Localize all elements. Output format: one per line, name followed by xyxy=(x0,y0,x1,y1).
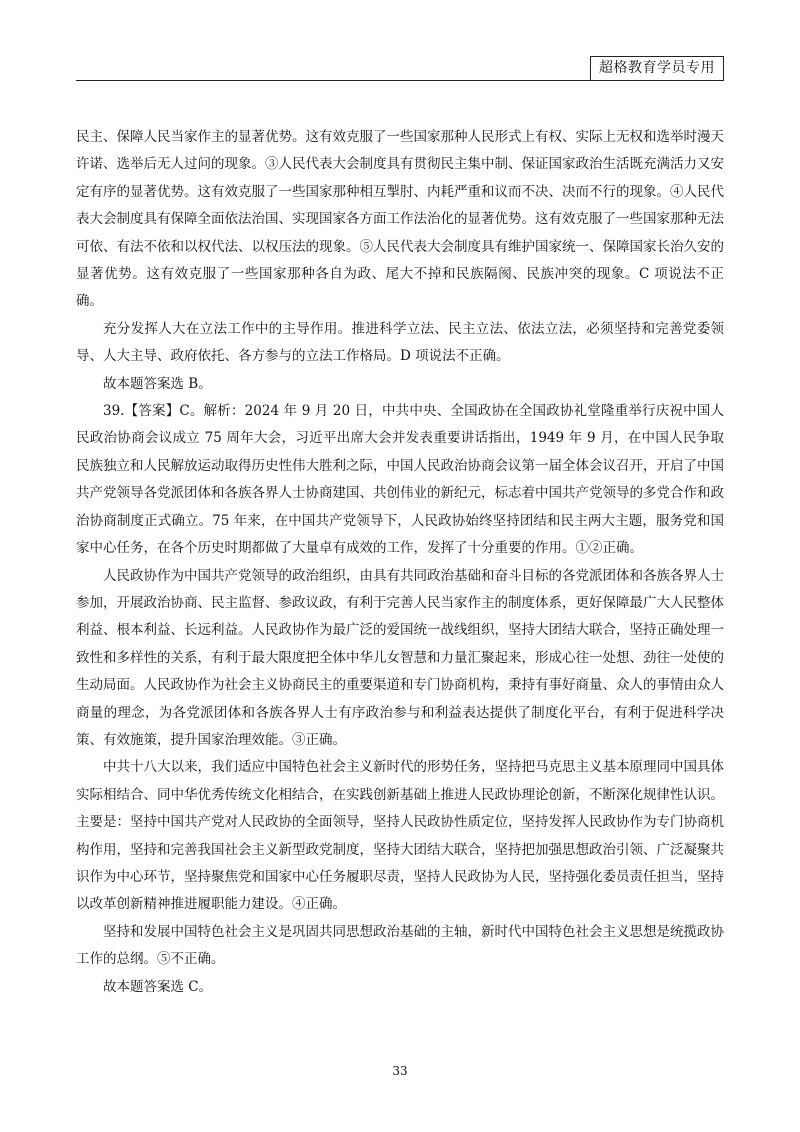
header-rule xyxy=(76,80,724,81)
paragraph-cppcc-organization: 人民政协作为中国共产党领导的政治组织，由具有共同政治基础和奋斗目标的各党派团体和各族各界人士参加，开展政治协商、民主监督、参政议政，有利于完善人民当家作主的制度体系，更好保障最广大人民整体利益、根本利益、长远利益。人民政协作为最广泛的爱国统一战线组织，坚持大团结大联合，坚持正确处理一致性和多样性的关系，有利于最大限度把全体中华儿女智慧和力量汇聚起来，形成心往一处想、劲往一处使的生动局面。人民政协作为社会主义协商民主的重要渠道和专门协商机构，秉持有事好商量、众人的事情由众人商量的理念，为各党派团体和各族各界人士有序政治参与和利益表达提供了制度化平台，有利于促进科学决策、有效施策，提升国家治理效能。③正确。 xyxy=(76,567,724,748)
paragraph-item-5: 坚持和发展中国特色社会主义是巩固共同思想政治基础的主轴，新时代中国特色社会主义思想是统揽政协工作的总纲。⑤不正确。 xyxy=(76,923,724,968)
paragraph-eighteenth-congress: 中共十八大以来，我们适应中国特色社会主义新时代的形势任务，坚持把马克思主义基本原理同中国具体实际相结合、同中华优秀传统文化相结合，在实践创新基础上推进人民政协理论创新，不断深化规律性认识。主要是：坚持中国共产党对人民政协的全面领导，坚持人民政协性质定位，坚持发挥人民政协作为专门协商机构作用，坚持和完善我国社会主义新型政党制度，坚持大团结大联合，坚持把加强思想政治引领、广泛凝聚共识作为中心环节，坚持聚焦党和国家中心任务履职尽责，坚持人民政协为人民，坚持强化委员责任担当，坚持以改革创新精神推进履职能力建设。④正确。 xyxy=(76,759,724,913)
page-number: 33 xyxy=(392,1064,408,1078)
answer-line-38: 故本题答案选 B。 xyxy=(103,375,212,392)
question-39-analysis: 39.【答案】C。解析：2024 年 9 月 20 日，中共中央、全国政协在全国政协礼堂隆重举行庆祝中国人民政治协商会议成立 75 周年大会，习近平出席大会并发表重要讲话指出，1949 年 9 月，在中国人民争取民族独立和人民解放运动取得历史性伟大胜利之际，中国人民政治协商会议第一届全体会议召开，开启了中国共产党领导各党派团体和各族各界人士协商建国、共创伟业的新纪元，标志着中国共产党领导的多党合作和政治协商制度正式确立。75 年来，在中国共产党领导下，人民政协始终坚持团结和民主两大主题，服务党和国家中心任务，在各个历史时期都做了大量卓有成效的工作，发挥了十分重要的作用。①②正确。 xyxy=(76,403,724,557)
header-tag: 超格教育学员专用 xyxy=(590,56,724,81)
document-body xyxy=(76,124,724,1001)
paragraph-continuation: 民主、保障人民当家作主的显著优势。这有效克服了一些国家那种人民形式上有权、实际上无权和选举时漫天许诺、选举后无人过问的现象。③人民代表大会制度具有贯彻民主集中制、保证国家政治生活既充满活力又安定有序的显著优势。这有效克服了一些国家那种相互掣肘、内耗严重和议而不决、决而不行的现象。④人民代表大会制度具有保障全面依法治国、实现国家各方面工作法治化的显著优势。这有效克服了一些国家那种无法可依、有法不依和以权代法、以权压法的现象。⑤人民代表大会制度具有维护国家统一、保障国家长治久安的显著优势。这有效克服了一些国家那种各自为政、尾大不掉和民族隔阂、民族冲突的现象。C 项说法不正确。 xyxy=(76,129,724,310)
paragraph-d-option: 充分发挥人大在立法工作中的主导作用。推进科学立法、民主立法、依法立法，必须坚持和完善党委领导、人大主导、政府依托、各方参与的立法工作格局。D 项说法不正确。 xyxy=(76,320,724,365)
answer-line-39: 故本题答案选 C。 xyxy=(103,978,213,995)
